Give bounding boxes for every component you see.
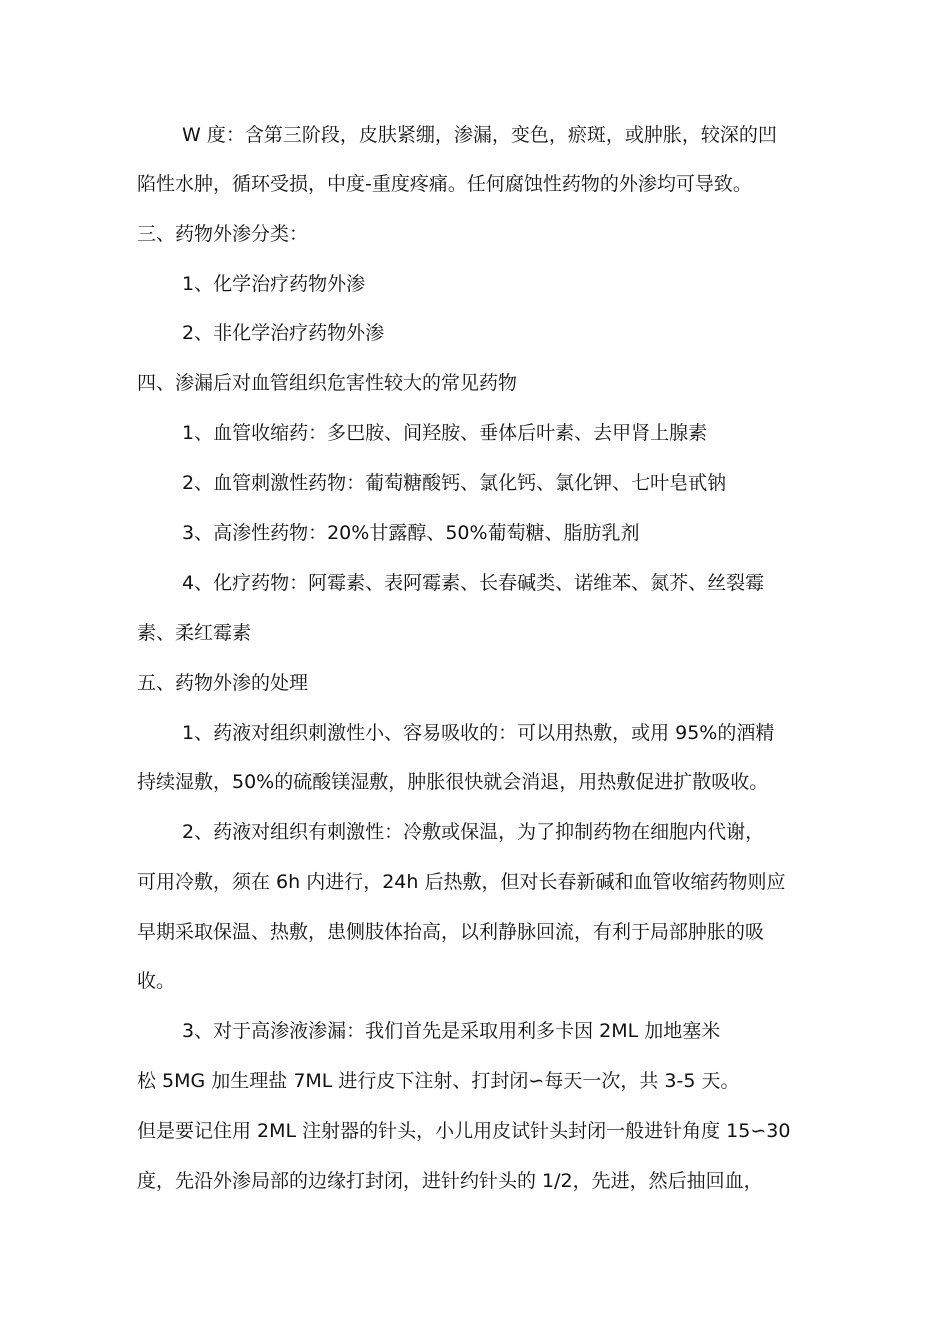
section-heading: 三、药物外渗分类： [137, 223, 309, 245]
text-line: 陷性水肿，循环受损，中度-重度疼痛。任何腐蚀性药物的外渗均可导致。 [137, 173, 752, 195]
text-line: 素、柔红霉素 [137, 622, 252, 644]
section-heading: 四、渗漏后对血管组织危害性较大的常见药物 [137, 372, 518, 394]
text-line: 度，先沿外渗局部的边缘打封闭，进针约针头的 1/2，先进，然后抽回血， [137, 1170, 763, 1192]
text-line: 持续湿敷，50%的硫酸镁湿敷，肿胀很快就会消退，用热敷促进扩散吸收。 [137, 771, 769, 793]
list-item: 1、药液对组织刺激性小、容易吸收的：可以用热敷，或用 95%的酒精 [182, 722, 775, 744]
section-heading: 五、药物外渗的处理 [137, 672, 309, 694]
text-line: 松 5MG 加生理盐 7ML 进行皮下注射、打封闭∽每天一次，共 3-5 天。 [137, 1070, 740, 1092]
text-line: 但是要记住用 2ML 注射器的针头，小儿用皮试针头封闭一般进针角度 15∽30 [137, 1120, 791, 1142]
text-line: 可用冷敷，须在 6h 内进行，24h 后热敷，但对长春新碱和血管收缩药物则应 [137, 871, 786, 893]
text-line: W 度：含第三阶段，皮肤紧绷，渗漏，变色，瘀斑，或肿胀，较深的凹 [182, 124, 777, 146]
list-item: 2、非化学治疗药物外渗 [182, 322, 385, 344]
list-item: 3、对于高渗液渗漏：我们首先是采取用利多卡因 2ML 加地塞米 [182, 1020, 721, 1042]
list-item: 3、高渗性药物：20%甘露醇、50%葡萄糖、脂肪乳剂 [182, 522, 640, 544]
list-item: 1、血管收缩药：多巴胺、间羟胺、垂体后叶素、去甲肾上腺素 [182, 422, 708, 444]
list-item: 1、化学治疗药物外渗 [182, 273, 366, 295]
text-line: 收。 [137, 970, 176, 992]
list-item: 2、药液对组织有刺激性：冷敷或保温，为了抑制药物在细胞内代谢， [182, 821, 765, 843]
text-line: 早期采取保温、热敷，患侧肢体抬高，以利静脉回流，有利于局部肿胀的吸 [137, 921, 765, 943]
list-item: 2、血管刺激性药物：葡萄糖酸钙、氯化钙、氯化钾、七叶皂甙钠 [182, 472, 727, 494]
list-item: 4、化疗药物：阿霉素、表阿霉素、长春碱类、诺维苯、氮芥、丝裂霉 [182, 572, 765, 594]
